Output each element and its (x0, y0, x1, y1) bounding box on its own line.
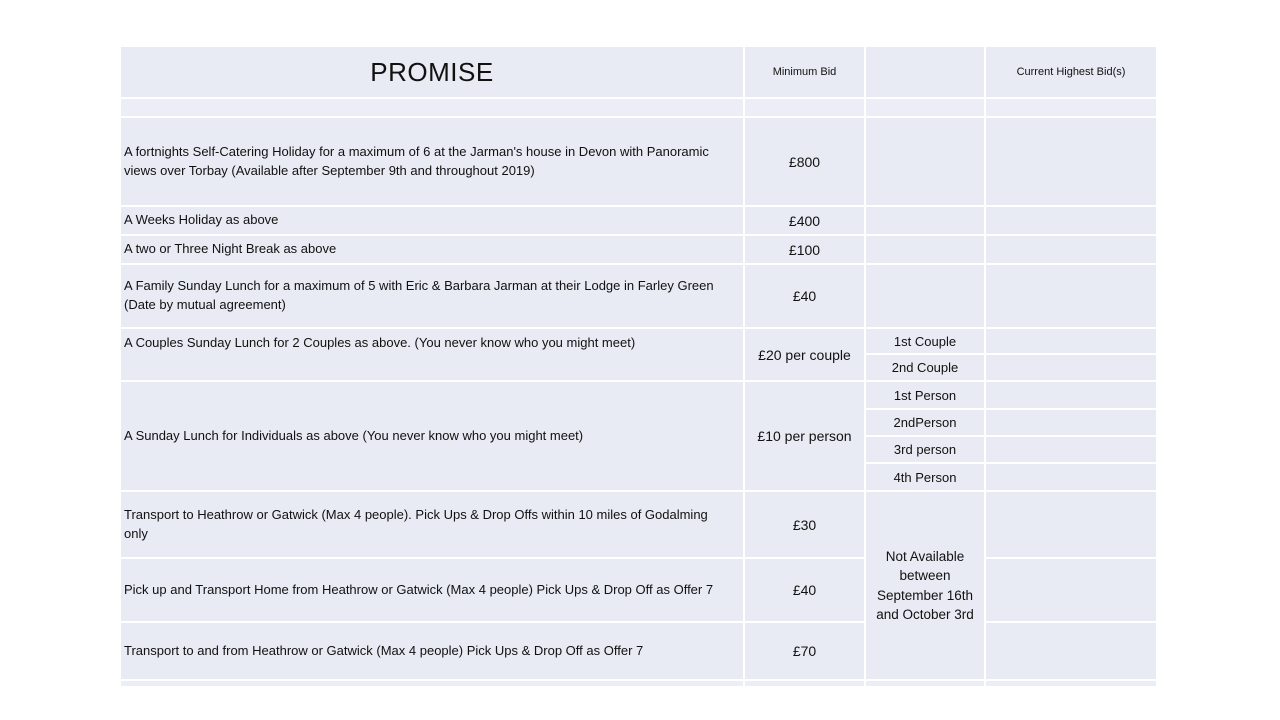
promise-cell: Transport to and from Heathrow or Gatwick (Max 4 people) Pick Ups & Drop Off as Offer 7 (120, 622, 744, 680)
table-row (120, 264, 1157, 328)
promise-cell: A fortnights Self-Catering Holiday for a maximum of 6 at the Jarman's house in Devon with Panoramic views over Torbay (Available after September 9th and throughout 2019) (120, 117, 744, 206)
highest-bid-cell (985, 436, 1157, 463)
table-row (120, 328, 1157, 354)
table-row (120, 235, 1157, 264)
highest-bid-cell (985, 117, 1157, 206)
availability-note-cell: Not Available between September 16th and October 3rd (865, 491, 985, 680)
highest-bid-cell (985, 264, 1157, 328)
promise-cell: A Family Sunday Lunch for a maximum of 5 with Eric & Barbara Jarman at their Lodge in Farley Green (Date by mutual agreement) (120, 264, 744, 328)
minimum-bid-cell: £800 (744, 117, 865, 206)
spacer-cell (744, 680, 865, 687)
spacer-cell (120, 680, 744, 687)
bid-slot-cell: 4th Person (865, 463, 985, 491)
spacer-cell (744, 98, 865, 117)
highest-bid-cell (985, 381, 1157, 409)
minimum-bid-cell: £400 (744, 206, 865, 235)
spacer-cell (865, 680, 985, 687)
table-row (120, 491, 1157, 558)
table-row (120, 206, 1157, 235)
status-cell (865, 117, 985, 206)
promise-cell: A two or Three Night Break as above (120, 235, 744, 264)
minimum-bid-cell: £40 (744, 558, 865, 622)
header-spacer-row (120, 98, 1157, 117)
bottom-strip-row (120, 680, 1157, 687)
minimum-bid-cell: £20 per couple (744, 328, 865, 381)
table-row (120, 381, 1157, 409)
status-cell (865, 235, 985, 264)
table-row (120, 622, 1157, 680)
minimum-bid-cell: £40 (744, 264, 865, 328)
highest-bid-cell (985, 491, 1157, 558)
bid-slot-cell: 2ndPerson (865, 409, 985, 436)
minimum-bid-cell: £10 per person (744, 381, 865, 491)
highest-bid-cell (985, 235, 1157, 264)
bid-slot-cell: 1st Person (865, 381, 985, 409)
highest-bid-cell (985, 354, 1157, 381)
bid-slot-cell: 1st Couple (865, 328, 985, 354)
spacer-cell (985, 98, 1157, 117)
promise-cell: A Couples Sunday Lunch for 2 Couples as above. (You never know who you might meet) (120, 328, 744, 381)
minimum-bid-cell: £100 (744, 235, 865, 264)
highest-bid-cell (985, 206, 1157, 235)
status-cell (865, 264, 985, 328)
highest-bid-cell (985, 409, 1157, 436)
bid-slot-cell: 2nd Couple (865, 354, 985, 381)
table-row (120, 558, 1157, 622)
spacer-cell (120, 98, 744, 117)
minimum-bid-column-header: Minimum Bid (744, 46, 865, 98)
blank-column-header (865, 46, 985, 98)
current-highest-bid-column-header: Current Highest Bid(s) (985, 46, 1157, 98)
promise-auction-table (119, 45, 1158, 688)
spacer-cell (985, 680, 1157, 687)
highest-bid-cell (985, 622, 1157, 680)
table-row (120, 117, 1157, 206)
minimum-bid-cell: £30 (744, 491, 865, 558)
highest-bid-cell (985, 558, 1157, 622)
minimum-bid-cell: £70 (744, 622, 865, 680)
promise-cell: Pick up and Transport Home from Heathrow or Gatwick (Max 4 people) Pick Ups & Drop Off as Offer 7 (120, 558, 744, 622)
promise-cell: A Sunday Lunch for Individuals as above (You never know who you might meet) (120, 381, 744, 491)
table-header-row (120, 46, 1157, 98)
highest-bid-cell (985, 463, 1157, 491)
highest-bid-cell (985, 328, 1157, 354)
promise-cell: Transport to Heathrow or Gatwick (Max 4 people). Pick Ups & Drop Offs within 10 miles of Godalming only (120, 491, 744, 558)
spacer-cell (865, 98, 985, 117)
promise-cell: A Weeks Holiday as above (120, 206, 744, 235)
status-cell (865, 206, 985, 235)
bid-slot-cell: 3rd person (865, 436, 985, 463)
promise-column-header: PROMISE (120, 46, 744, 98)
